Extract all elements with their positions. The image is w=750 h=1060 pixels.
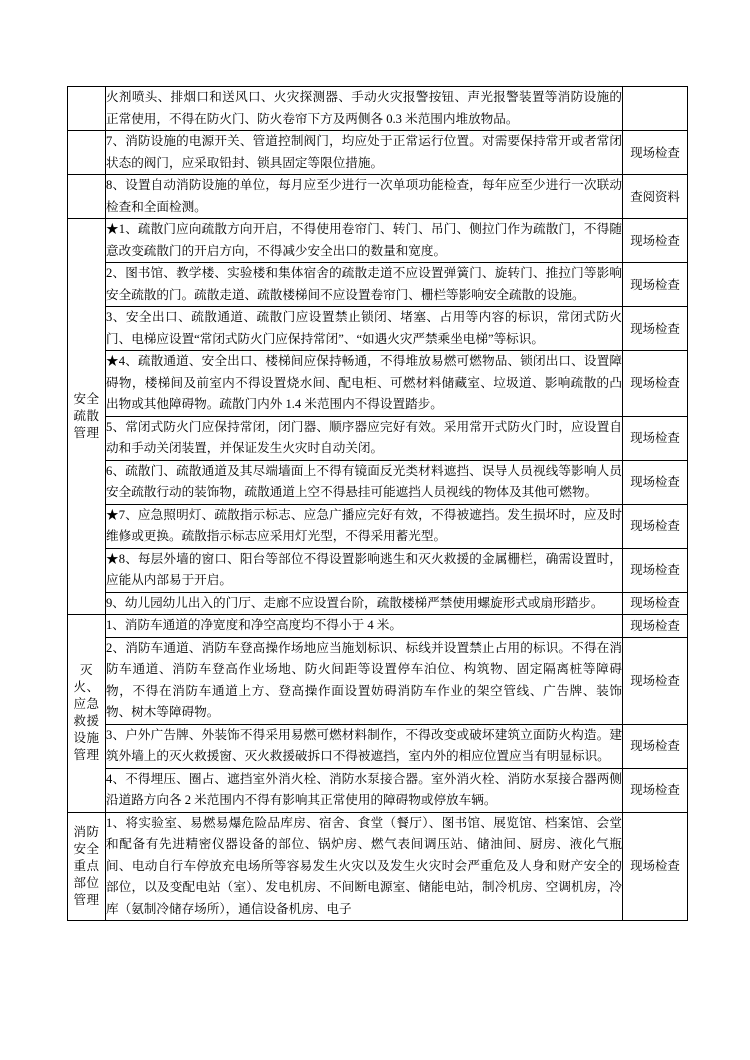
method-cell: 现场检查 — [623, 637, 688, 724]
item-cell: 4、不得埋压、圈占、遮挡室外消火栓、消防水泵接合器。室外消火栓、消防水泵接合器两侧沿道路方向各 2 米范围内不得有影响其正常使用的障碍物或停放车辆。 — [106, 768, 623, 812]
fire-safety-checklist-table — [67, 86, 688, 921]
table-row — [68, 637, 688, 724]
method-cell: 现场检查 — [623, 416, 688, 460]
item-cell: ★8、每层外墙的窗口、阳台等部位不得设置影响逃生和灭火救援的金属栅栏，确需设置时，应能从内部易于开启。 — [106, 548, 623, 592]
checklist-table-body — [68, 87, 688, 921]
checklist-table-wrapper — [67, 86, 687, 921]
table-row — [68, 131, 688, 175]
method-cell: 现场检查 — [623, 504, 688, 548]
item-cell: ★4、疏散通道、安全出口、楼梯间应保持畅通，不得堆放易燃可燃物品、锁闭出口、设置障碍物，楼梯间及前室内不得设置烧水间、配电柜、可燃材料储藏室、垃圾道、影响疏散的凸出物或其他障碍物。疏散门内外 1.4 米范围内不得设置踏步。 — [106, 351, 623, 417]
item-cell: 5、常闭式防火门应保持常闭，闭门器、顺序器应完好有效。采用常开式防火门时，应设置自动和手动关闭装置，并保证发生火灾时自动关闭。 — [106, 416, 623, 460]
category-label: 安全疏散管理 — [73, 392, 100, 440]
method-cell: 现场检查 — [623, 592, 688, 615]
item-cell: ★7、应急照明灯、疏散指示标志、应急广播应完好有效，不得被遮挡。发生损坏时，应及时维修或更换。疏散指示标志应采用灯光型，不得采用蓄光型。 — [106, 504, 623, 548]
item-cell: 7、消防设施的电源开关、管道控制阀门，均应处于正常运行位置。对需要保持常开或者常闭状态的阀门，应采取铅封、锁具固定等限位措施。 — [106, 131, 623, 175]
table-row — [68, 724, 688, 768]
category-cell-key-locations — [68, 812, 106, 921]
item-cell: 2、图书馆、教学楼、实验楼和集体宿舍的疏散走道不应设置弹簧门、旋转门、推拉门等影响安全疏散的门。疏散走道、疏散楼梯间不应设置卷帘门、栅栏等影响安全疏散的设施。 — [106, 263, 623, 307]
method-cell: 现场检查 — [623, 812, 688, 921]
method-cell: 现场检查 — [623, 548, 688, 592]
method-cell: 现场检查 — [623, 351, 688, 417]
table-row — [68, 219, 688, 263]
item-cell: ★1、疏散门应向疏散方向开启，不得使用卷帘门、转门、吊门、侧拉门作为疏散门，不得随意改变疏散门的开启方向，不得减少安全出口的数量和宽度。 — [106, 219, 623, 263]
table-row — [68, 307, 688, 351]
item-cell: 1、将实验室、易燃易爆危险品库房、宿舍、食堂（餐厅）、图书馆、展览馆、档案馆、会堂和配备有先进精密仪器设备的部位、锅炉房、燃气表间调压站、储油间、厨房、液化气瓶间、电动自行车停放充电场所等容易发生火灾以及发生火灾时会严重危及人身和财产安全的部位，以及变配电站（室）、发电机房、不间断电源室、储能电站，制冷机房、空调机房，冷库（氨制冷储存场所），通信设备机房、电子 — [106, 812, 623, 921]
category-cell-empty — [68, 175, 106, 219]
table-row — [68, 416, 688, 460]
method-cell: 现场检查 — [623, 131, 688, 175]
method-cell — [623, 87, 688, 131]
table-row — [68, 812, 688, 921]
item-cell: 6、疏散门、疏散通道及其尽端墙面上不得有镜面反光类材料遮挡、误导人员视线等影响人员安全疏散行动的装饰物，疏散通道上空不得悬挂可能遮挡人员视线的物体及其他可燃物。 — [106, 460, 623, 504]
table-row — [68, 460, 688, 504]
table-row — [68, 615, 688, 638]
category-label: 消防安全重点部位管理 — [73, 824, 100, 907]
item-cell: 2、消防车通道、消防车登高操作场地应当施划标识、标线并设置禁止占用的标识。不得在消防车通道、消防车登高作业场地、防火间距等设置停车泊位、构筑物、固定隔离桩等障碍物，不得在消防车通道上方、登高操作面设置妨碍消防车作业的架空管线、广告牌、装饰物、树木等障碍物。 — [106, 637, 623, 724]
table-row — [68, 175, 688, 219]
method-cell: 现场检查 — [623, 615, 688, 638]
method-cell: 查阅资料 — [623, 175, 688, 219]
category-cell-empty — [68, 131, 106, 175]
item-cell: 8、设置自动消防设施的单位，每月应至少进行一次单项功能检查，每年应至少进行一次联动检查和全面检测。 — [106, 175, 623, 219]
method-cell: 现场检查 — [623, 263, 688, 307]
method-cell: 现场检查 — [623, 460, 688, 504]
item-cell: 火剂喷头、排烟口和送风口、火灾探测器、手动火灾报警按钮、声光报警装置等消防设施的正常使用，不得在防火门、防火卷帘下方及两侧各 0.3 米范围内堆放物品。 — [106, 87, 623, 131]
table-row — [68, 768, 688, 812]
table-row — [68, 351, 688, 417]
item-cell: 3、户外广告牌、外装饰不得采用易燃可燃材料制作，不得改变或破坏建筑立面防火构造。建筑外墙上的灭火救援窗、灭火救援破拆口不得被遮挡，室内外的相应位置应当有明显标识。 — [106, 724, 623, 768]
table-row — [68, 504, 688, 548]
method-cell: 现场检查 — [623, 724, 688, 768]
item-cell: 3、安全出口、疏散通道、疏散门应设置禁止锁闭、堵塞、占用等内容的标识，常闭式防火门、电梯应设置“常闭式防火门应保持常闭”、“如遇火灾严禁乘坐电梯”等标识。 — [106, 307, 623, 351]
category-cell-firefighting-rescue — [68, 615, 106, 813]
category-cell-empty — [68, 87, 106, 131]
table-row — [68, 592, 688, 615]
table-row — [68, 87, 688, 131]
item-cell: 9、幼儿园幼儿出入的门厅、走廊不应设置台阶，疏散楼梯严禁使用螺旋形式或扇形踏步。 — [106, 592, 623, 615]
table-row — [68, 548, 688, 592]
method-cell: 现场检查 — [623, 219, 688, 263]
method-cell: 现场检查 — [623, 768, 688, 812]
category-cell-evacuation — [68, 219, 106, 615]
method-cell: 现场检查 — [623, 307, 688, 351]
item-cell: 1、消防车通道的净宽度和净空高度均不得小于 4 米。 — [106, 615, 623, 638]
category-label: 灭火、应急救援设施管理 — [73, 663, 100, 763]
table-row — [68, 263, 688, 307]
